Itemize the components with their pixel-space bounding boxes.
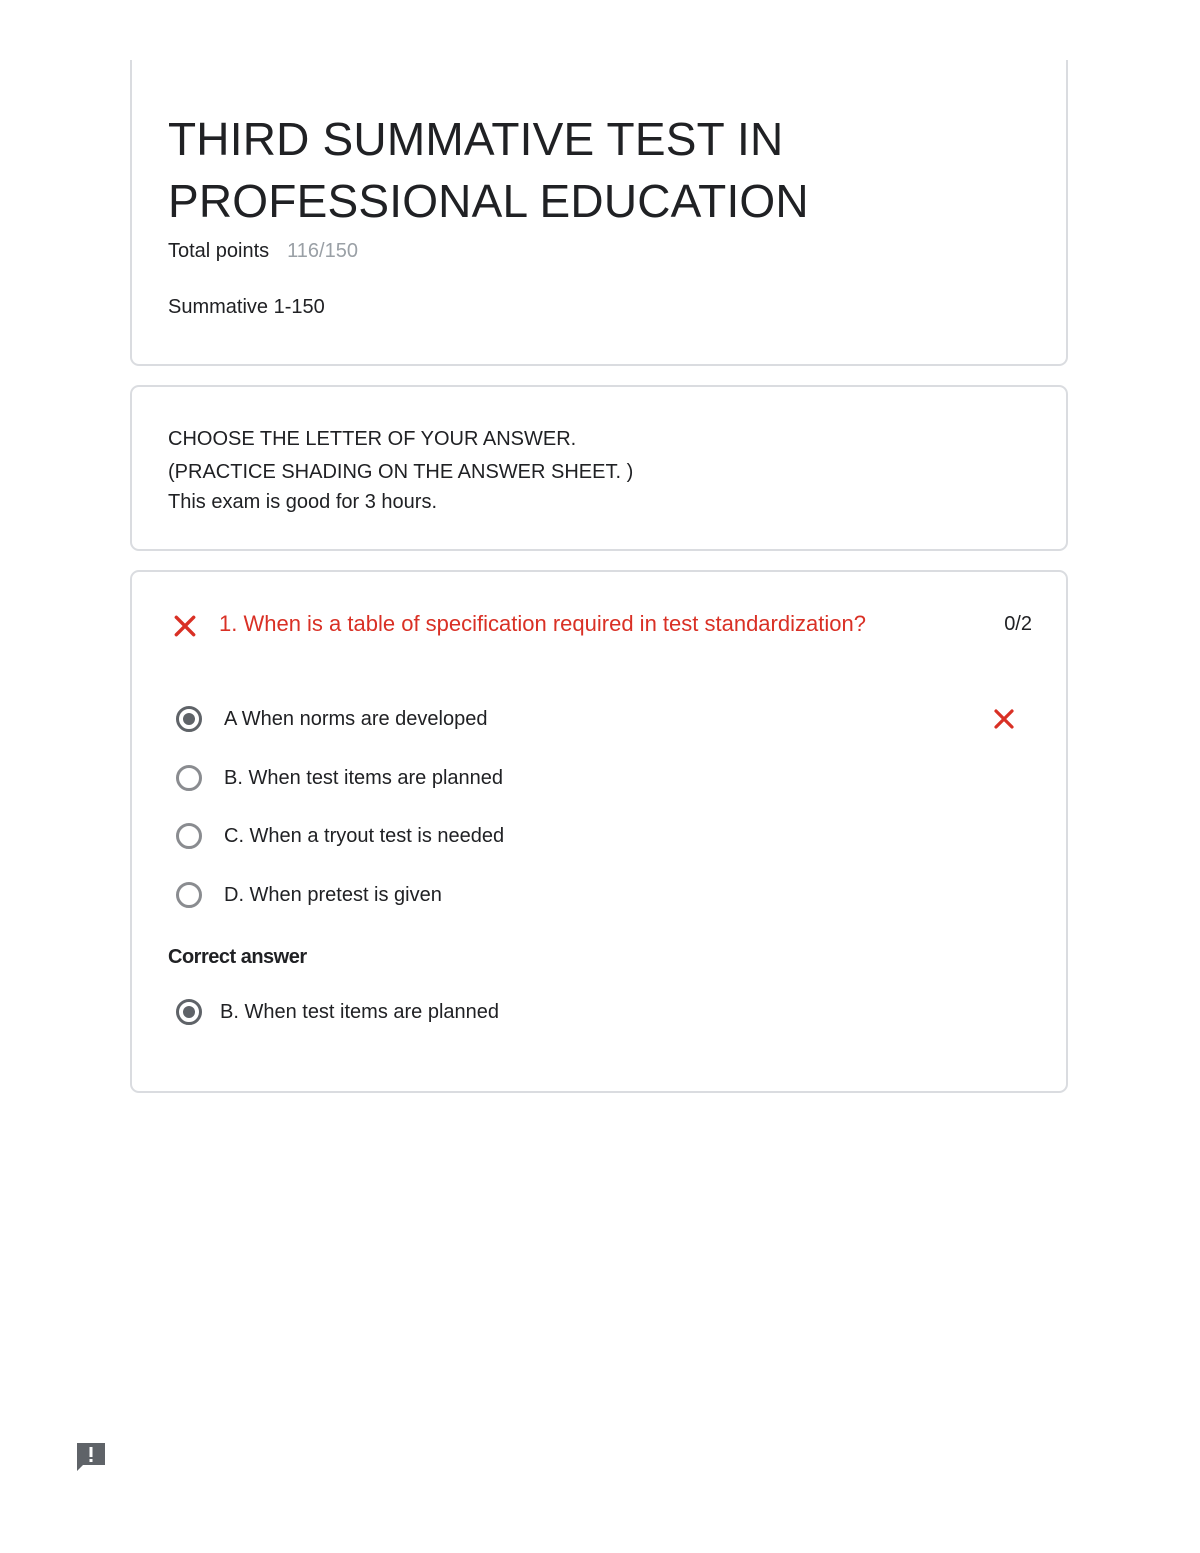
radio-unchecked-icon[interactable] (176, 882, 202, 908)
total-points-value: 116/150 (287, 240, 358, 262)
radio-checked-icon[interactable] (176, 706, 202, 732)
form-title: THIRD SUMMATIVE TEST IN PROFESSIONAL EDUCATION (168, 113, 809, 227)
instructions-card (130, 385, 1068, 551)
incorrect-x-icon (172, 613, 198, 639)
radio-checked-icon (176, 999, 202, 1025)
option-label: B. When test items are planned (224, 766, 504, 789)
instruction-line-3: This exam is good for 3 hours. (168, 491, 438, 513)
option-d[interactable] (176, 877, 442, 913)
option-label: D. When pretest is given (224, 883, 442, 906)
option-label: A When norms are developed (224, 707, 488, 730)
correct-answer-heading: Correct answer (168, 946, 307, 968)
total-points-label: Total points (168, 240, 270, 262)
form-description: Summative 1-150 (168, 296, 325, 318)
incorrect-answer-x-icon (992, 707, 1016, 731)
option-a[interactable] (176, 701, 488, 737)
option-b[interactable] (176, 760, 503, 796)
option-label: C. When a tryout test is needed (224, 824, 505, 847)
feedback-icon[interactable] (74, 1440, 108, 1474)
form-header-card (130, 60, 1068, 366)
question-card (130, 570, 1068, 1093)
instruction-line-2: (PRACTICE SHADING ON THE ANSWER SHEET. ) (168, 461, 634, 483)
question-score: 0/2 (1004, 613, 1032, 635)
radio-unchecked-icon[interactable] (176, 823, 202, 849)
radio-unchecked-icon[interactable] (176, 765, 202, 791)
correct-answer-option (176, 994, 499, 1030)
question-title: 1. When is a table of specification required in test standardization? (219, 611, 866, 636)
total-points-row (168, 240, 358, 263)
correct-answer-label: B. When test items are planned (220, 1000, 500, 1023)
option-c[interactable] (176, 818, 504, 854)
instruction-line-1: CHOOSE THE LETTER OF YOUR ANSWER. (168, 428, 577, 450)
